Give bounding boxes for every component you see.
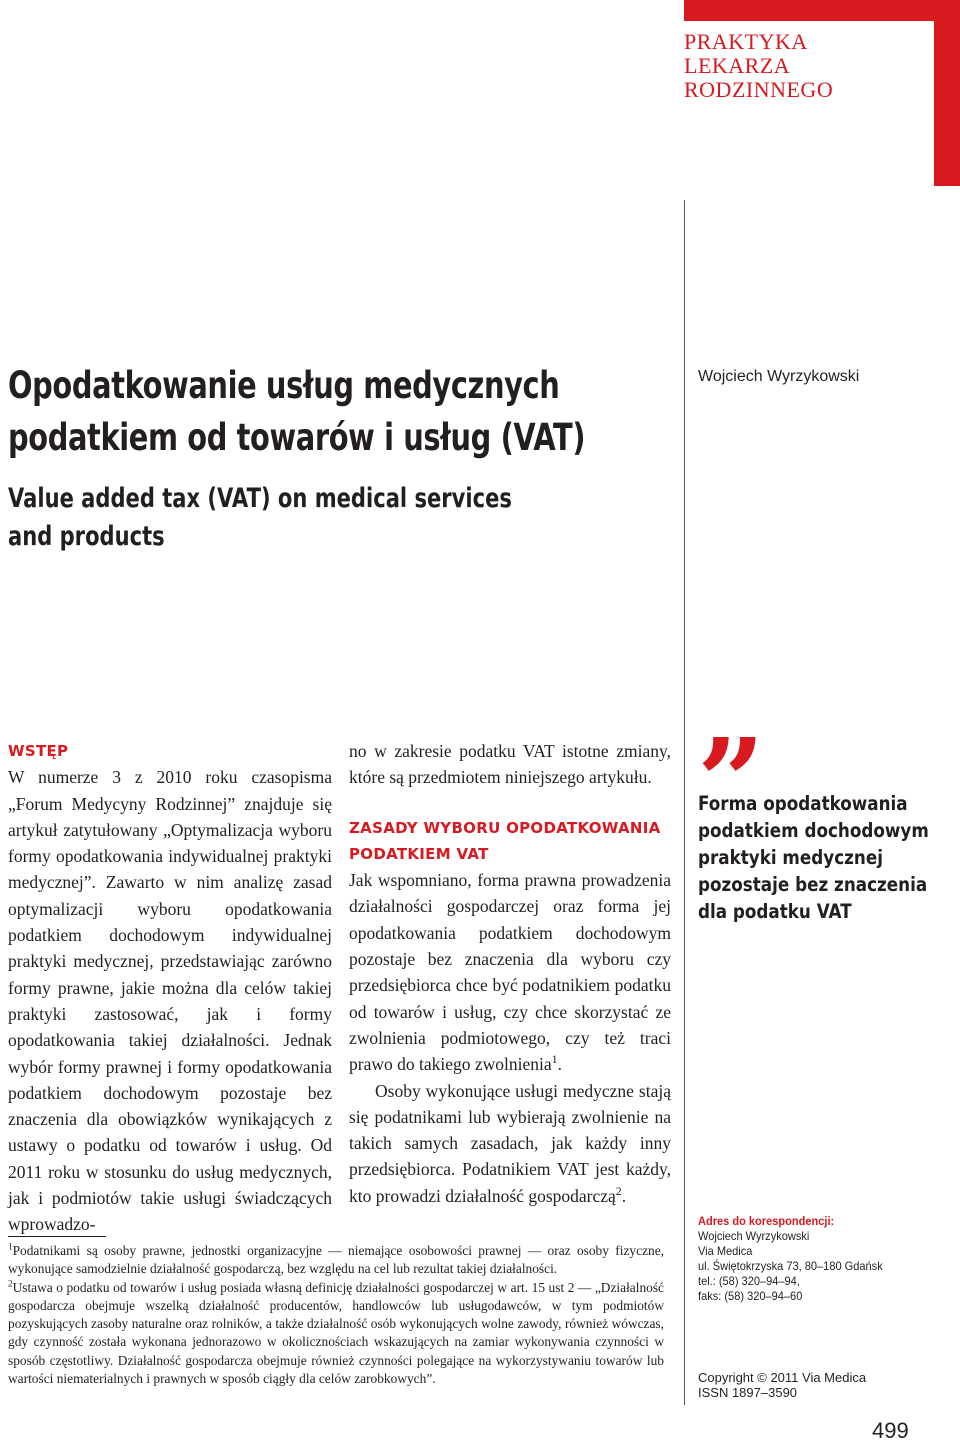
quote-mark-icon: ” (697, 712, 751, 851)
footnote (8, 1279, 664, 1389)
pull-quote (698, 790, 929, 925)
text-column-right (349, 738, 671, 1209)
footnote (8, 1242, 664, 1279)
correspondence-address (698, 1214, 883, 1304)
title-line: and products (8, 521, 165, 552)
intro-text-part: no w zakresie podatku VAT istotne zmiany, które są przedmiotem niniejszego artykułu. (349, 741, 671, 788)
footnote-rule (8, 1236, 106, 1237)
paragraph-text: Osoby wykonujące usługi medyczne stają się podatnikami lub wybierają zwolnienie na takich samych zasadach, jak każdy inny przedsiębiorca. Podatnikiem VAT jest każdy, kto prowadzi działalność gospodarczą (349, 1080, 671, 1206)
footnote-text: Ustawa o podatku od towarów i usług posiada własną definicję działalności gospodarczej w art. 15 ust 2 — „Działalność gospodarcza obejmuje wszelką działalność producentów, handlowców lub usługodawców, w tym podmiotów pozyskujących zasoby naturalne oraz rolników, a także działalność osób wykonujących wolne zawody, również wówczas, gdy czynność została wykonana jednorazowo w okolicznościach wskazujących na zamiar wykonywania czynności w sposób częstotliwy. Działalność gospodarcza obejmuje również czynności polegające na wykorzystywaniu towarów lub wartości niematerialnych i prawnych w sposób ciągły dla celów zarobkowych”. (8, 1279, 664, 1387)
title-line: Value added tax (VAT) on medical services (8, 483, 512, 514)
section-heading-intro: WSTĘP (8, 742, 69, 760)
paragraph-end: . (557, 1054, 562, 1075)
text-column-left (8, 738, 332, 1238)
correspondence-line: tel.: (58) 320–94–94, (698, 1274, 800, 1288)
section2-paragraph-1 (349, 867, 671, 1077)
pull-quote-line: pozostaje bez znaczenia (698, 873, 928, 896)
copyright-line: Copyright © 2011 Via Medica (698, 1370, 867, 1385)
pull-quote-line: podatkiem dochodowym (698, 819, 929, 842)
pull-quote-line: Forma opodatkowania (698, 792, 908, 815)
journal-name-line: RODZINNEGO (684, 77, 834, 102)
footnote-number: 2 (8, 1278, 13, 1289)
correspondence-line: ul. Świętokrzyska 73, 80–180 Gdańsk (698, 1259, 883, 1273)
journal-name (684, 30, 833, 102)
pull-quote-line: praktyki medycznej (698, 846, 883, 869)
title-english (8, 480, 512, 556)
issn-line: ISSN 1897–3590 (698, 1385, 798, 1400)
correspondence-line: Via Medica (698, 1244, 753, 1258)
title-line: Opodatkowanie usług medycznych (8, 364, 560, 407)
footnote-number: 1 (8, 1241, 13, 1252)
column-divider (684, 200, 685, 1405)
footnote-ref[interactable]: 1 (551, 1052, 558, 1067)
correspondence-label: Adres do korespondencji: (698, 1214, 835, 1228)
red-side-bar (934, 21, 960, 186)
correspondence-line: faks: (58) 320–94–60 (698, 1289, 803, 1303)
correspondence-line: Wojciech Wyrzykowski (698, 1229, 810, 1243)
intro-paragraph-continued (349, 738, 671, 791)
author-name: Wojciech Wyrzykowski (698, 368, 860, 385)
page-number: 499 (872, 1418, 909, 1443)
section2-paragraph-2 (349, 1078, 671, 1209)
title-polish (8, 360, 585, 464)
copyright-block (698, 1370, 866, 1400)
pull-quote-line: dla podatku VAT (698, 900, 852, 923)
intro-text-part: W numerze 3 z 2010 roku czasopisma „Forum Medycyny Rodzinnej” znajduje się artykuł zatytułowany „Optymalizacja wyboru formy opodatkowania indywidualnej praktyki medycznej”. Zawarto w nim analizę zasad optymalizacji wyboru opodatkowania podatkiem dochodowym indywidualnej praktyki medycznej, przedstawiając zarówno formy prawne, jakie można dla celów takiej praktyki zastosować, jak i formy opodatkowania takiej działalności. Jednak wybór formy prawnej i formy opodatkowania podatkiem dochodowym pozostaje bez znaczenia dla obowiązków wynikających z ustawy o podatku od towarów i usług. Od 2011 roku w stosunku do usług medycznych, jak i podmiotów takie usługi świadczących wprowadzo- (8, 767, 332, 1235)
footnotes (8, 1242, 664, 1388)
footnote-text: Podatnikami są osoby prawne, jednostki organizacyjne — niemające osobowości prawnej — oraz osoby fizyczne, wykonujące samodzielnie działalność gospodarczą, bez względu na cel lub rezultat takiej działalności. (8, 1243, 664, 1277)
journal-name-line: PRAKTYKA (684, 29, 808, 54)
section-heading-vat: ZASADY WYBORU OPODATKOWANIA PODATKIEM VAT (349, 818, 661, 863)
journal-name-line: LEKARZA (684, 53, 791, 78)
paragraph-text: Jak wspomniano, forma prawna prowadzenia działalności gospodarczej oraz forma jej opodatkowania podatkiem dochodowym pozostaje bez znaczenia dla wyboru czy przedsiębiorca chce być podatnikiem podatku od towarów i usług, czy chce skorzystać ze zwolnienia podmiotowego, czy też traci prawo do takiego zwolnienia (349, 870, 671, 1075)
intro-paragraph (8, 764, 332, 1237)
red-corner-block (684, 0, 960, 21)
footnote-ref[interactable]: 2 (615, 1183, 622, 1198)
paragraph-end: . (621, 1185, 627, 1206)
title-line: podatkiem od towarów i usług (VAT) (8, 416, 586, 459)
